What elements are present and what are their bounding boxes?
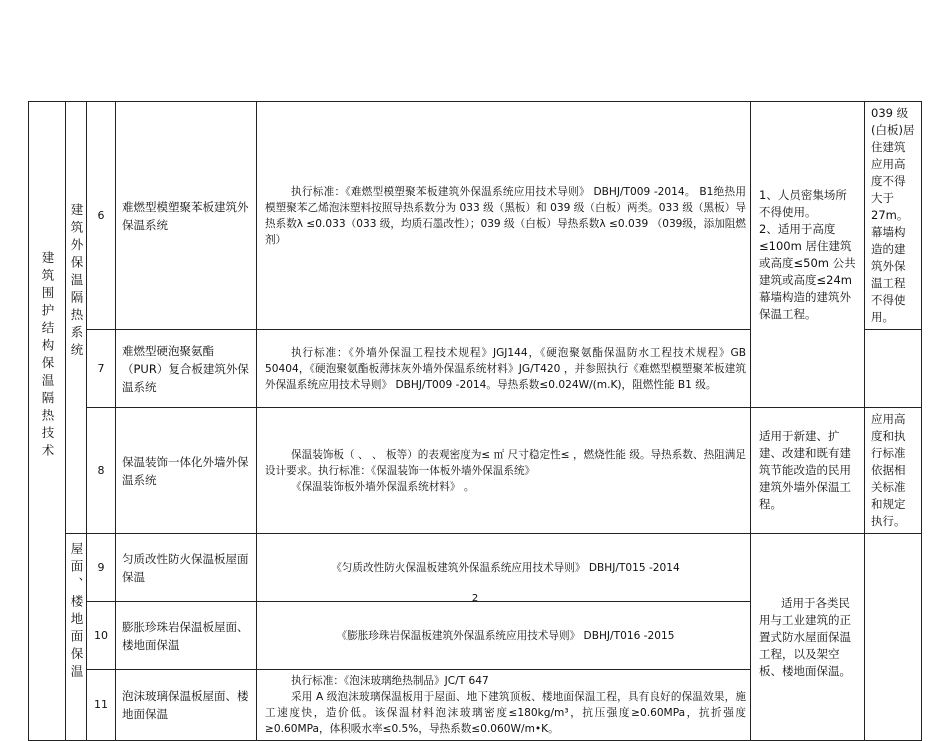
subcategory-wall-cell	[66, 102, 87, 534]
row-number: 8	[87, 408, 116, 534]
product-name: 匀质改性防火保温板屋面保温	[122, 551, 249, 584]
product-name-cell	[116, 534, 257, 602]
note-cell	[865, 102, 922, 330]
description-cell	[257, 670, 751, 741]
description-text: 《膨胀珍珠岩保温板建筑外保温系统应用技术导则》 DBHJ/T016 -2015	[336, 629, 675, 642]
description-cell	[257, 102, 751, 330]
description-text-cont: 采用 A 级泡沫玻璃保温板用于屋面、地下建筑顶板、楼地面保温工程，具有良好的保温效果，施工速度快，造价低。该保温材料泡沫玻璃密度≤180kg/m³，抗压强度≥0.60MPa，抗折强度≥0.60MPa，体积吸水率≤0.5%，导热系数≤0.060W/m•K。	[265, 691, 746, 735]
description-cell	[257, 534, 751, 602]
scope-text: 适用于新建、扩建、改建和既有建筑节能改造的民用建筑外墙外保温工程。	[759, 429, 851, 511]
description-text: 执行标准：《难燃型模塑聚苯板建筑外保温系统应用技术导则》 DBHJ/T009 -2014。 B1绝热用模塑聚苯乙烯泡沫塑料按照导热系数分为 033 级（黑板）和 039 级（白板）两类。033 级（黑板）导热系数λ ≤0.033（033 级，均质石墨改性）；039 级（白板）导热系数λ ≤0.039 （039级，添加阻燃剂）	[265, 185, 746, 246]
description-text: 执行标准：《外墙外保温工程技术规程》JGJ144，《硬泡聚氨酯保温防水工程技术规程》GB 50404，《硬泡聚氨酯板薄抹灰外墙外保温系统材料》JG/T420 ，并参照执行《难燃型模塑聚苯板建筑外保温系统应用技术导则》 DBHJ/T009 -2014。导热系数≤0.024W/(m.K)，阻燃性能 B1 级。	[265, 346, 746, 391]
row-number: 10	[87, 602, 116, 670]
note-text: 039 级(白板)居住建筑应用高度不得大于 27m。幕墙构造的建筑外保温工程不得使用。	[871, 106, 915, 324]
product-name: 难燃型模塑聚苯板建筑外保温系统	[122, 199, 249, 232]
product-name-cell	[116, 602, 257, 670]
description-text-cont: 《保温装饰板外墙外保温系统材料》 。	[291, 480, 475, 493]
page-number: 2	[471, 593, 479, 604]
subcategory-roof-cell	[66, 534, 87, 741]
table-row	[29, 102, 922, 330]
table-row	[29, 534, 922, 602]
product-name-cell	[116, 408, 257, 534]
scope-cell	[751, 408, 865, 534]
scope-text: 1、人员密集场所不得使用。 2、适用于高度≤100m 居住建筑或高度≤50m 公共建筑或高度≤24m 幕墙构造的建筑外保温工程。	[759, 187, 856, 321]
product-name: 膨胀珍珠岩保温板屋面、楼地面保温	[122, 619, 249, 652]
description-cell	[257, 330, 751, 408]
description-text: 《匀质改性防火保温板建筑外保温系统应用技术导则》 DBHJ/T015 -2014	[331, 561, 680, 574]
description-cell	[257, 408, 751, 534]
scope-cell	[751, 534, 865, 741]
description-text: 执行标准：《泡沫玻璃绝热制品》JC/T 647	[291, 675, 489, 687]
table-row	[29, 408, 922, 534]
category-label: 建筑围护结构保温隔热技术	[40, 251, 55, 461]
subcategory-roof-label: 屋面、楼地面保温	[69, 542, 84, 682]
product-name: 难燃型硬泡聚氨酯（PUR）复合板建筑外保温系统	[122, 343, 249, 394]
subcategory-wall-label: 建筑外保温隔热系统	[69, 202, 84, 360]
description-text: 保温装饰板（ 、 、 板等）的表观密度为≤ ㎡ 尺寸稳定性≤ ，燃烧性能 级。导热系数、热阻满足设计要求。执行标准：《保温装饰一体板外墙外保温系统》	[265, 448, 746, 477]
row-number: 11	[87, 670, 116, 741]
product-name: 泡沫玻璃保温板屋面、楼地面保温	[122, 689, 249, 721]
product-name-cell	[116, 102, 257, 330]
product-name-cell	[116, 330, 257, 408]
note-text: 应用高度和执行标准依据相关标准和规定执行。	[871, 412, 906, 528]
note-cell-empty	[865, 330, 922, 408]
scope-text: 适用于各类民用与工业建筑的正置式防水屋面保温工程，以及架空板、楼地面保温。	[759, 595, 851, 678]
note-cell	[865, 408, 922, 534]
scope-cell	[751, 102, 865, 408]
description-cell	[257, 602, 751, 670]
row-number: 9	[87, 534, 116, 602]
category-cell	[29, 102, 66, 741]
product-name: 保温装饰一体化外墙外保温系统	[122, 454, 249, 487]
note-cell-empty	[865, 534, 922, 741]
product-name-cell	[116, 670, 257, 741]
row-number: 7	[87, 330, 116, 408]
row-number: 6	[87, 102, 116, 330]
technology-table	[28, 101, 922, 741]
